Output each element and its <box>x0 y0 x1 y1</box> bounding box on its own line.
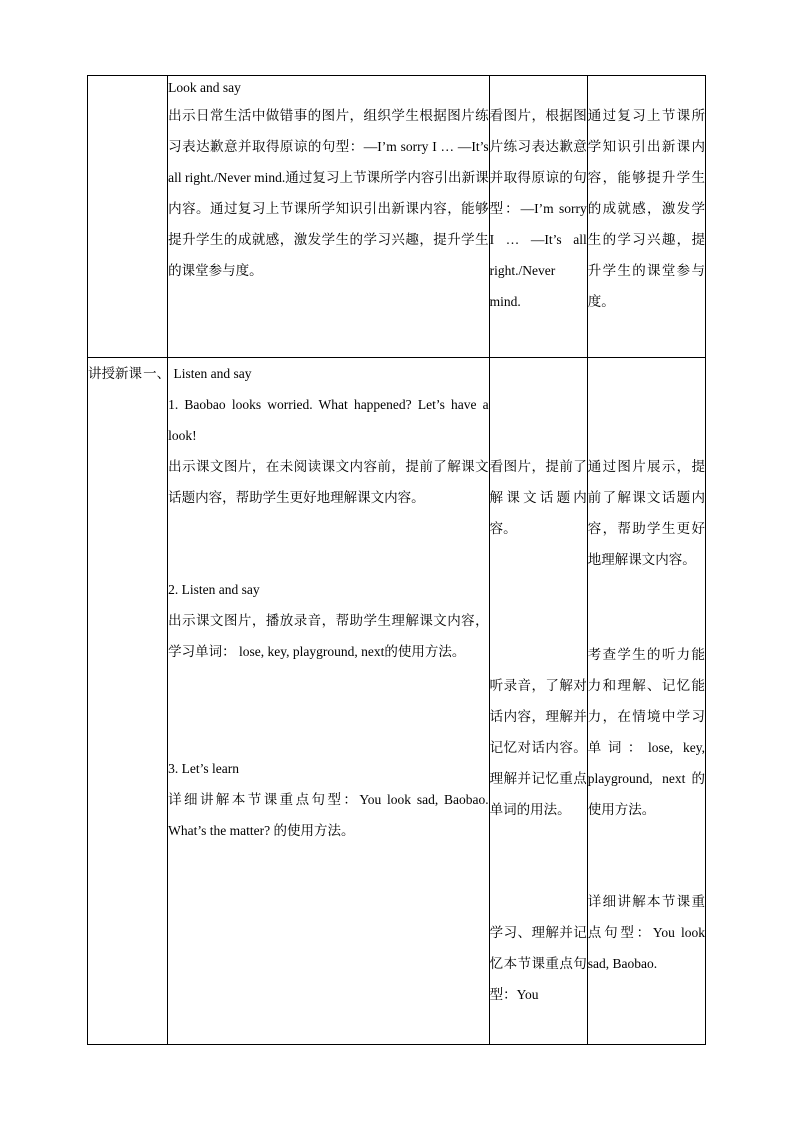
row-label-cell <box>88 76 168 358</box>
step-3-student: 学习、理解并记忆本节课重点句型：You <box>489 925 587 1002</box>
lesson-plan-table <box>87 75 706 1045</box>
step-3-purpose: 详细讲解本节课重点句型：You look sad, Baobao. <box>587 894 705 971</box>
teacher-activity-cell <box>143 358 490 1045</box>
review-student-activity: 看图片，根据图片练习表达歉意并取得原谅的句型：—I’m sorry I … —It’s all right./Never mind. <box>489 108 587 309</box>
review-design-purpose: 通过复习上节课所学知识引出新课内容，能够提升学生的成就感，激发学生的学习兴趣，提升学生的课堂参与度。 <box>587 108 705 309</box>
step-1-purpose: 通过图片展示，提前了解课文话题内容，帮助学生更好地理解课文内容。 <box>587 459 705 567</box>
review-heading: Look and say <box>168 80 241 95</box>
step-2-student: 听录音，了解对话内容，理解并记忆对话内容。理解并记忆重点单词的用法。 <box>489 678 587 817</box>
review-body: 出示日常生活中做错事的图片，组织学生根据图片练习表达歉意并取得原谅的句型：—I’m sorry I … —It’s all right./Never mind.通过复习上节课所学内容引出新课内容。通过复习上节课所学知识引出新课内容，能够提升学生的成就感，激发学生的学习兴趣，提升学生的课堂参与度。 <box>168 108 489 278</box>
step-1-title: 1. Baobao looks worried. What happened? Let’s have a look! <box>168 397 489 443</box>
row-label-new-lesson: 讲授新课 <box>88 366 142 381</box>
design-purpose-cell <box>587 76 705 358</box>
student-activity-cell <box>489 358 587 1045</box>
step-3-body: 详细讲解本节课重点句型：You look sad, Baobao. What’s the matter? 的使用方法。 <box>168 792 489 838</box>
row-label-cell <box>88 358 168 1045</box>
design-purpose-cell <box>587 358 705 1045</box>
step-1-body: 出示课文图片，在未阅读课文内容前，提前了解课文话题内容，帮助学生更好地理解课文内容。 <box>168 459 489 505</box>
table-row <box>88 358 706 1045</box>
step-2-title: 2. Listen and say <box>168 582 260 597</box>
teacher-activity-cell <box>168 76 490 358</box>
step-3-title: 3. Let’s learn <box>168 761 239 776</box>
section-title: 一、 Listen and say <box>143 366 252 381</box>
step-2-body: 出示课文图片，播放录音，帮助学生理解课文内容，学习单词： lose, key, playground, next的使用方法。 <box>168 613 489 659</box>
student-activity-cell <box>489 76 587 358</box>
step-1-student: 看图片，提前了解课文话题内容。 <box>489 459 587 536</box>
step-2-purpose: 考查学生的听力能力和理解、记忆能力，在情境中学习单词：lose, key, playground, next的使用方法。 <box>587 647 705 817</box>
table-row <box>88 76 706 358</box>
